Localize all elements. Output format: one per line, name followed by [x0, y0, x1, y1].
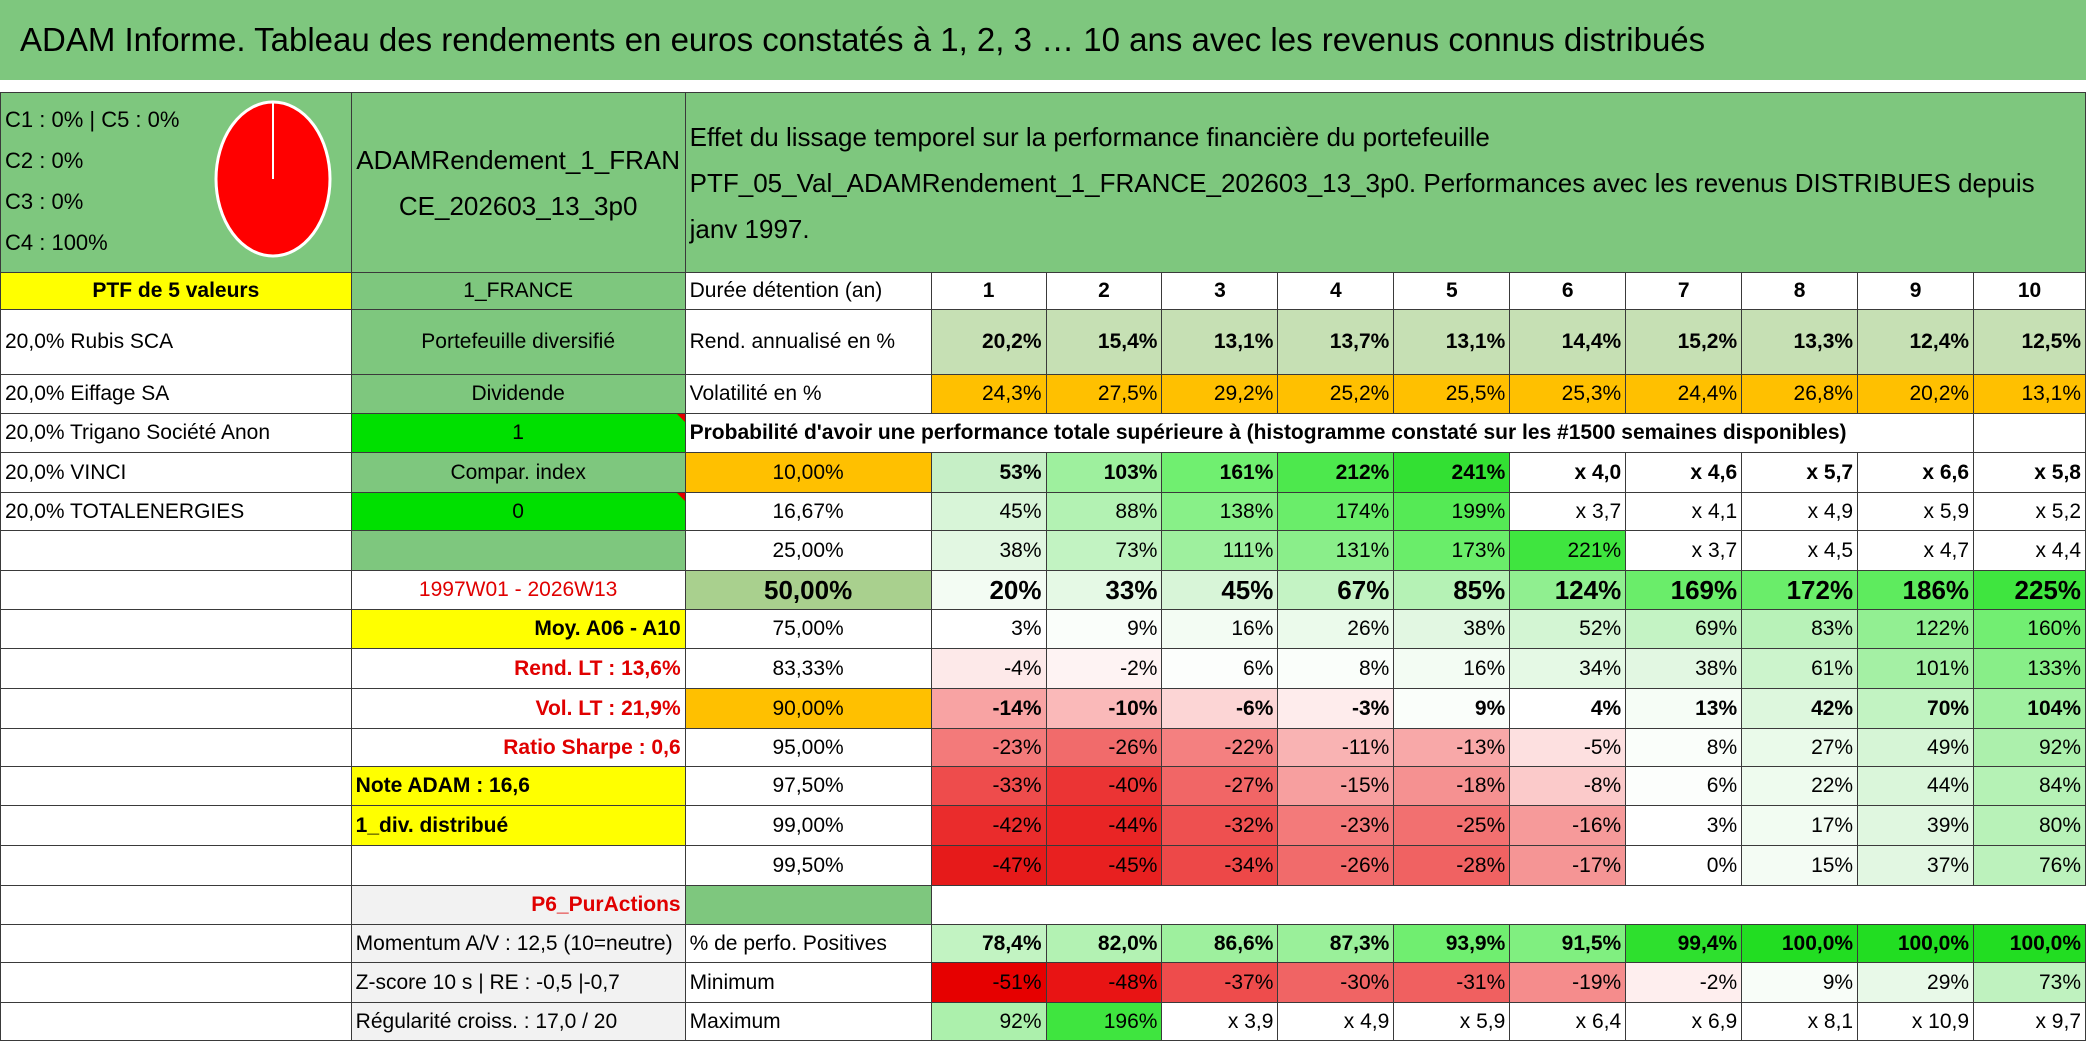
cell-p25-11: x 4,7 — [1858, 531, 1974, 571]
cell-purement-0 — [1, 886, 352, 925]
cell-p10-9: x 4,6 — [1626, 453, 1742, 493]
cell-p99-1: 1_div. distribué — [351, 806, 685, 846]
cell-p95-1: Ratio Sharpe : 0,6 — [351, 729, 685, 767]
cell-p75-4: 9% — [1046, 610, 1162, 649]
cell-p83-11: 101% — [1858, 649, 1974, 689]
cell-p95-12: 92% — [1974, 729, 2086, 767]
cell-p995-0 — [1, 846, 352, 886]
cell-p16-7: 199% — [1394, 493, 1510, 531]
cell-p10-12: x 5,8 — [1974, 453, 2086, 493]
cell-rendement-9: 15,2% — [1626, 310, 1742, 375]
cell-p90-0 — [1, 689, 352, 729]
cell-p975-3: -33% — [931, 767, 1046, 806]
row-p50 — [1, 571, 2086, 610]
cell-p995-11: 37% — [1858, 846, 1974, 886]
cell-p25-5: 111% — [1162, 531, 1278, 571]
cell-p25-7: 173% — [1394, 531, 1510, 571]
cell-rendement-8: 14,4% — [1510, 310, 1626, 375]
cell-maximum-6: x 4,9 — [1278, 1003, 1394, 1041]
cell-p25-1 — [351, 531, 685, 571]
cell-volatilite-10: 26,8% — [1742, 375, 1858, 414]
cell-duree-8: 6 — [1510, 273, 1626, 310]
cell-p90-9: 13% — [1626, 689, 1742, 729]
row-purement — [1, 886, 2086, 925]
cell-purement-2 — [685, 886, 931, 925]
cell-probabilite-2: Probabilité d'avoir une performance totale supérieure à (histogramme constaté sur les #1500 semaines disponibles) — [685, 414, 1973, 453]
cell-probabilite-3 — [1974, 414, 2086, 453]
cell-p995-10: 15% — [1742, 846, 1858, 886]
cell-p25-8: 221% — [1510, 531, 1626, 571]
cell-p16-12: x 5,2 — [1974, 493, 2086, 531]
cell-volatilite-7: 25,5% — [1394, 375, 1510, 414]
cell-rendement-3: 20,2% — [931, 310, 1046, 375]
row-p99 — [1, 806, 2086, 846]
allocation-lines — [5, 99, 179, 263]
cell-p83-1: Rend. LT : 13,6% — [351, 649, 685, 689]
cell-p95-4: -26% — [1046, 729, 1162, 767]
cell-p83-9: 38% — [1626, 649, 1742, 689]
cell-rendement-7: 13,1% — [1394, 310, 1510, 375]
row-p995 — [1, 846, 2086, 886]
cell-minimum-9: -2% — [1626, 963, 1742, 1003]
cell-p90-10: 42% — [1742, 689, 1858, 729]
cell-p75-3: 3% — [931, 610, 1046, 649]
cell-p50-2: 50,00% — [685, 571, 931, 610]
cell-positives-10: 100,0% — [1742, 925, 1858, 963]
cell-maximum-4: 196% — [1046, 1003, 1162, 1041]
cell-p995-1 — [351, 846, 685, 886]
cell-p90-4: -10% — [1046, 689, 1162, 729]
cell-p995-6: -26% — [1278, 846, 1394, 886]
row-p16 — [1, 493, 2086, 531]
cell-maximum-2: Maximum — [685, 1003, 931, 1041]
cell-maximum-1: Régularité croiss. : 17,0 / 20 — [351, 1003, 685, 1041]
cell-volatilite-12: 13,1% — [1974, 375, 2086, 414]
cell-p90-5: -6% — [1162, 689, 1278, 729]
cell-rendement-12: 12,5% — [1974, 310, 2086, 375]
cell-p83-7: 16% — [1394, 649, 1510, 689]
cell-p99-9: 3% — [1626, 806, 1742, 846]
cell-p975-4: -40% — [1046, 767, 1162, 806]
cell-maximum-3: 92% — [931, 1003, 1046, 1041]
cell-p995-2: 99,50% — [685, 846, 931, 886]
cell-minimum-8: -19% — [1510, 963, 1626, 1003]
cell-duree-11: 9 — [1858, 273, 1974, 310]
cell-p50-9: 169% — [1626, 571, 1742, 610]
row-p83 — [1, 649, 2086, 689]
table-header-row — [1, 93, 2086, 273]
sheet-title: ADAM Informe. Tableau des rendements en euros constatés à 1, 2, 3 … 10 ans avec les revenus connus distribués — [0, 0, 2086, 80]
cell-p16-0: 20,0% TOTALENERGIES — [1, 493, 352, 531]
cell-duree-7: 5 — [1394, 273, 1510, 310]
cell-p16-6: 174% — [1278, 493, 1394, 531]
cell-p99-10: 17% — [1742, 806, 1858, 846]
cell-p99-12: 80% — [1974, 806, 2086, 846]
cell-p83-0 — [1, 649, 352, 689]
row-volatilite — [1, 375, 2086, 414]
cell-p975-9: 6% — [1626, 767, 1742, 806]
cell-p25-3: 38% — [931, 531, 1046, 571]
cell-p995-3: -47% — [931, 846, 1046, 886]
row-maximum — [1, 1003, 2086, 1041]
cell-volatilite-8: 25,3% — [1510, 375, 1626, 414]
cell-probabilite-0: 20,0% Trigano Société Anon — [1, 414, 352, 453]
cell-maximum-7: x 5,9 — [1394, 1003, 1510, 1041]
cell-p99-5: -32% — [1162, 806, 1278, 846]
cell-p16-2: 16,67% — [685, 493, 931, 531]
cell-p75-6: 26% — [1278, 610, 1394, 649]
cell-p10-7: 241% — [1394, 453, 1510, 493]
cell-p75-0 — [1, 610, 352, 649]
cell-p25-0 — [1, 531, 352, 571]
cell-volatilite-3: 24,3% — [931, 375, 1046, 414]
cell-p10-2: 10,00% — [685, 453, 931, 493]
cell-minimum-1: Z-score 10 s | RE : -0,5 |-0,7 — [351, 963, 685, 1003]
cell-duree-12: 10 — [1974, 273, 2086, 310]
allocation-line: C3 : 0% — [5, 189, 84, 214]
cell-maximum-10: x 8,1 — [1742, 1003, 1858, 1041]
cell-rendement-4: 15,4% — [1046, 310, 1162, 375]
cell-volatilite-4: 27,5% — [1046, 375, 1162, 414]
description-line-1: Effet du lissage temporel sur la performance financière du portefeuille — [689, 121, 1490, 152]
cell-positives-2: % de perfo. Positives — [685, 925, 931, 963]
cell-p25-9: x 3,7 — [1626, 531, 1742, 571]
row-p95 — [1, 729, 2086, 767]
cell-duree-1: 1_FRANCE — [351, 273, 685, 310]
cell-p99-4: -44% — [1046, 806, 1162, 846]
cell-duree-2: Durée détention (an) — [685, 273, 931, 310]
cell-p90-11: 70% — [1858, 689, 1974, 729]
cell-p75-11: 122% — [1858, 610, 1974, 649]
cell-p975-10: 22% — [1742, 767, 1858, 806]
cell-duree-10: 8 — [1742, 273, 1858, 310]
cell-p99-3: -42% — [931, 806, 1046, 846]
cell-p75-1: Moy. A06 - A10 — [351, 610, 685, 649]
row-p10 — [1, 453, 2086, 493]
cell-p50-0 — [1, 571, 352, 610]
cell-p95-7: -13% — [1394, 729, 1510, 767]
cell-p10-0: 20,0% VINCI — [1, 453, 352, 493]
cell-p25-2: 25,00% — [685, 531, 931, 571]
cell-maximum-8: x 6,4 — [1510, 1003, 1626, 1041]
cell-p10-4: 103% — [1046, 453, 1162, 493]
cell-p975-1: Note ADAM : 16,6 — [351, 767, 685, 806]
cell-rendement-2: Rend. annualisé en % — [685, 310, 931, 375]
cell-p16-1: 0 — [351, 493, 685, 531]
cell-duree-9: 7 — [1626, 273, 1742, 310]
cell-p10-8: x 4,0 — [1510, 453, 1626, 493]
cell-positives-5: 86,6% — [1162, 925, 1278, 963]
cell-p90-6: -3% — [1278, 689, 1394, 729]
cell-p83-10: 61% — [1742, 649, 1858, 689]
row-p975 — [1, 767, 2086, 806]
cell-p975-5: -27% — [1162, 767, 1278, 806]
cell-minimum-7: -31% — [1394, 963, 1510, 1003]
cell-p90-12: 104% — [1974, 689, 2086, 729]
cell-p99-0 — [1, 806, 352, 846]
cell-p83-12: 133% — [1974, 649, 2086, 689]
cell-p75-7: 38% — [1394, 610, 1510, 649]
cell-p90-7: 9% — [1394, 689, 1510, 729]
fund-name-cell: ADAMRendement_1_FRANCE_202603_13_3p0 — [351, 93, 685, 273]
cell-p10-1: Compar. index — [351, 453, 685, 493]
cell-maximum-5: x 3,9 — [1162, 1003, 1278, 1041]
row-minimum — [1, 963, 2086, 1003]
cell-rendement-6: 13,7% — [1278, 310, 1394, 375]
cell-positives-11: 100,0% — [1858, 925, 1974, 963]
description-cell — [685, 93, 2085, 273]
cell-p50-7: 85% — [1394, 571, 1510, 610]
cell-p75-2: 75,00% — [685, 610, 931, 649]
cell-minimum-5: -37% — [1162, 963, 1278, 1003]
cell-maximum-12: x 9,7 — [1974, 1003, 2086, 1041]
cell-p10-6: 212% — [1278, 453, 1394, 493]
cell-p995-9: 0% — [1626, 846, 1742, 886]
cell-p16-8: x 3,7 — [1510, 493, 1626, 531]
cell-positives-1: Momentum A/V : 12,5 (10=neutre) — [351, 925, 685, 963]
cell-p95-8: -5% — [1510, 729, 1626, 767]
allocation-line: C2 : 0% — [5, 148, 84, 173]
cell-p75-9: 69% — [1626, 610, 1742, 649]
cell-positives-7: 93,9% — [1394, 925, 1510, 963]
cell-minimum-6: -30% — [1278, 963, 1394, 1003]
cell-p975-7: -18% — [1394, 767, 1510, 806]
cell-p75-12: 160% — [1974, 610, 2086, 649]
returns-table — [0, 92, 2086, 1041]
cell-p16-5: 138% — [1162, 493, 1278, 531]
cell-rendement-0: 20,0% Rubis SCA — [1, 310, 352, 375]
cell-purement-1: P6_PurActions — [351, 886, 685, 925]
cell-p16-11: x 5,9 — [1858, 493, 1974, 531]
cell-probabilite-1: 1 — [351, 414, 685, 453]
cell-duree-0: PTF de 5 valeurs — [1, 273, 352, 310]
cell-p83-6: 8% — [1278, 649, 1394, 689]
allocation-line: C1 : 0% | C5 : 0% — [5, 107, 180, 132]
cell-positives-3: 78,4% — [931, 925, 1046, 963]
cell-p99-11: 39% — [1858, 806, 1974, 846]
cell-p16-10: x 4,9 — [1742, 493, 1858, 531]
cell-p95-6: -11% — [1278, 729, 1394, 767]
cell-p50-3: 20% — [931, 571, 1046, 610]
cell-purement-3 — [931, 886, 2085, 925]
cell-p90-2: 90,00% — [685, 689, 931, 729]
cell-p83-2: 83,33% — [685, 649, 931, 689]
cell-p995-4: -45% — [1046, 846, 1162, 886]
cell-p50-1: 1997W01 - 2026W13 — [351, 571, 685, 610]
cell-p16-9: x 4,1 — [1626, 493, 1742, 531]
row-rendement — [1, 310, 2086, 375]
cell-minimum-2: Minimum — [685, 963, 931, 1003]
cell-minimum-0 — [1, 963, 352, 1003]
cell-p75-10: 83% — [1742, 610, 1858, 649]
cell-p95-3: -23% — [931, 729, 1046, 767]
cell-p50-12: 225% — [1974, 571, 2086, 610]
cell-p25-12: x 4,4 — [1974, 531, 2086, 571]
cell-p50-5: 45% — [1162, 571, 1278, 610]
cell-duree-3: 1 — [931, 273, 1046, 310]
cell-minimum-11: 29% — [1858, 963, 1974, 1003]
row-p90 — [1, 689, 2086, 729]
cell-p10-5: 161% — [1162, 453, 1278, 493]
cell-p90-3: -14% — [931, 689, 1046, 729]
cell-p95-2: 95,00% — [685, 729, 931, 767]
cell-volatilite-6: 25,2% — [1278, 375, 1394, 414]
description-line-2: PTF_05_Val_ADAMRendement_1_FRANCE_202603_13_3p0. Performances avec les revenus DISTRIBUES depuis janv 1997. — [689, 167, 2035, 244]
cell-p10-3: 53% — [931, 453, 1046, 493]
cell-p975-0 — [1, 767, 352, 806]
cell-duree-4: 2 — [1046, 273, 1162, 310]
cell-rendement-11: 12,4% — [1858, 310, 1974, 375]
cell-positives-9: 99,4% — [1626, 925, 1742, 963]
cell-p10-11: x 6,6 — [1858, 453, 1974, 493]
cell-minimum-3: -51% — [931, 963, 1046, 1003]
cell-p995-5: -34% — [1162, 846, 1278, 886]
row-p75 — [1, 610, 2086, 649]
cell-p99-2: 99,00% — [685, 806, 931, 846]
cell-p995-7: -28% — [1394, 846, 1510, 886]
cell-minimum-12: 73% — [1974, 963, 2086, 1003]
cell-p50-11: 186% — [1858, 571, 1974, 610]
allocation-pie-chart — [213, 99, 333, 261]
cell-duree-6: 4 — [1278, 273, 1394, 310]
cell-positives-12: 100,0% — [1974, 925, 2086, 963]
cell-p16-4: 88% — [1046, 493, 1162, 531]
cell-p10-10: x 5,7 — [1742, 453, 1858, 493]
cell-p975-6: -15% — [1278, 767, 1394, 806]
cell-p975-8: -8% — [1510, 767, 1626, 806]
cell-p50-8: 124% — [1510, 571, 1626, 610]
cell-p75-8: 52% — [1510, 610, 1626, 649]
cell-p83-4: -2% — [1046, 649, 1162, 689]
row-p25 — [1, 531, 2086, 571]
cell-volatilite-5: 29,2% — [1162, 375, 1278, 414]
cell-p25-10: x 4,5 — [1742, 531, 1858, 571]
cell-p83-3: -4% — [931, 649, 1046, 689]
cell-p95-9: 8% — [1626, 729, 1742, 767]
cell-p975-12: 84% — [1974, 767, 2086, 806]
cell-volatilite-11: 20,2% — [1858, 375, 1974, 414]
cell-maximum-0 — [1, 1003, 352, 1041]
allocation-line: C4 : 100% — [5, 230, 108, 255]
cell-p90-8: 4% — [1510, 689, 1626, 729]
cell-positives-8: 91,5% — [1510, 925, 1626, 963]
cell-positives-0 — [1, 925, 352, 963]
cell-p75-5: 16% — [1162, 610, 1278, 649]
cell-p83-8: 34% — [1510, 649, 1626, 689]
cell-maximum-11: x 10,9 — [1858, 1003, 1974, 1041]
cell-p50-6: 67% — [1278, 571, 1394, 610]
cell-p83-5: 6% — [1162, 649, 1278, 689]
cell-rendement-10: 13,3% — [1742, 310, 1858, 375]
cell-p995-8: -17% — [1510, 846, 1626, 886]
cell-p50-10: 172% — [1742, 571, 1858, 610]
cell-maximum-9: x 6,9 — [1626, 1003, 1742, 1041]
cell-p95-11: 49% — [1858, 729, 1974, 767]
cell-p25-4: 73% — [1046, 531, 1162, 571]
cell-rendement-5: 13,1% — [1162, 310, 1278, 375]
cell-p995-12: 76% — [1974, 846, 2086, 886]
cell-volatilite-9: 24,4% — [1626, 375, 1742, 414]
row-duree — [1, 273, 2086, 310]
cell-p975-2: 97,50% — [685, 767, 931, 806]
cell-duree-5: 3 — [1162, 273, 1278, 310]
cell-p90-1: Vol. LT : 21,9% — [351, 689, 685, 729]
cell-volatilite-1: Dividende — [351, 375, 685, 414]
cell-minimum-10: 9% — [1742, 963, 1858, 1003]
allocation-cell — [1, 93, 352, 273]
row-positives — [1, 925, 2086, 963]
cell-positives-6: 87,3% — [1278, 925, 1394, 963]
cell-p99-6: -23% — [1278, 806, 1394, 846]
cell-rendement-1: Portefeuille diversifié — [351, 310, 685, 375]
cell-volatilite-0: 20,0% Eiffage SA — [1, 375, 352, 414]
cell-p99-7: -25% — [1394, 806, 1510, 846]
cell-p16-3: 45% — [931, 493, 1046, 531]
cell-positives-4: 82,0% — [1046, 925, 1162, 963]
cell-p99-8: -16% — [1510, 806, 1626, 846]
row-probabilite — [1, 414, 2086, 453]
cell-minimum-4: -48% — [1046, 963, 1162, 1003]
cell-p25-6: 131% — [1278, 531, 1394, 571]
cell-volatilite-2: Volatilité en % — [685, 375, 931, 414]
cell-p95-0 — [1, 729, 352, 767]
cell-p95-10: 27% — [1742, 729, 1858, 767]
cell-p975-11: 44% — [1858, 767, 1974, 806]
cell-p50-4: 33% — [1046, 571, 1162, 610]
cell-p95-5: -22% — [1162, 729, 1278, 767]
